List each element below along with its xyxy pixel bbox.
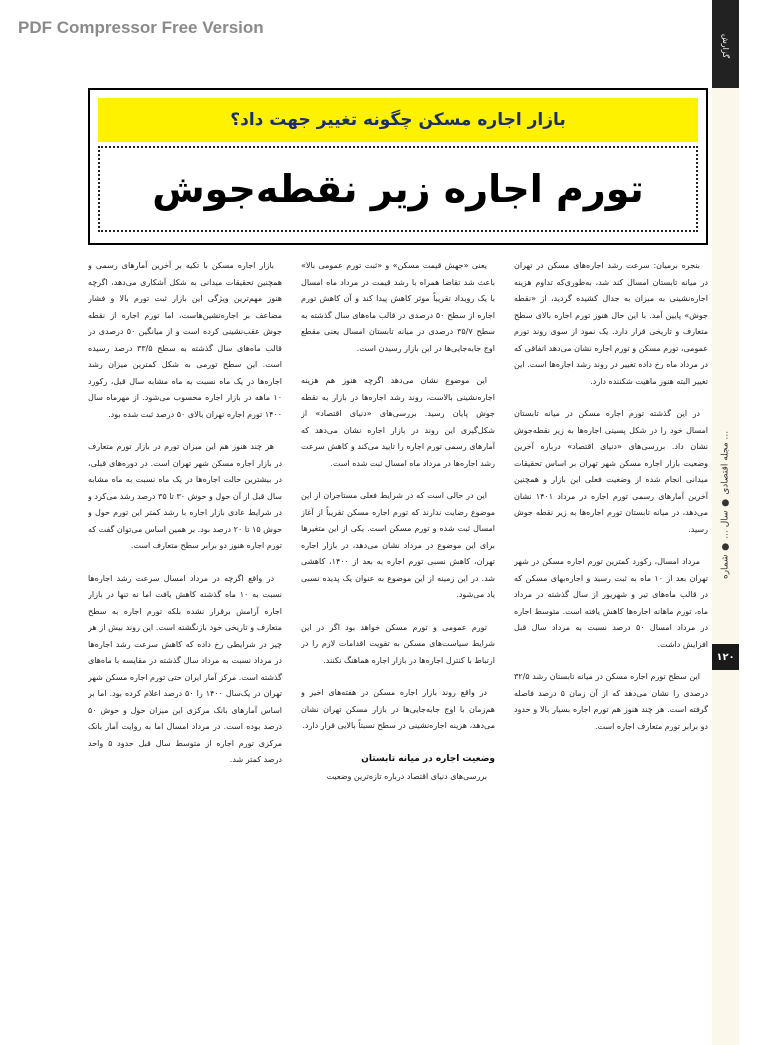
article-title-box — [88, 88, 708, 245]
paragraph: بنجره برمیان: سرعت رشد اجاره‌های مسکن در تهران در میانه تابستان امسال کند شد، به‌طوری‌که تداوم هزینه اجاره‌نشینی به میزان به جدال کشیده گردید، از «نقطه جوش» پایین آمد. با این حال هنوز تورم اجاره بالای سطح متعارف و تاریخی قرار دارد. یک نمود از سوی روند تورم عمومی، تورم مسکن و تورم اجاره نشان می‌دهد اتفاقی که در مرداد ماه رخ داده تغییر در روند رشد اجاره‌ها است. این تغییر البته هنوز ماهیت شکننده دارد. — [514, 261, 708, 386]
paragraph: این در حالی است که در شرایط فعلی مستاجران از این موضوع رضایت ندارند که تورم اجاره مسکن تقریباً از آغاز امسال ثبت شده و تورم مسکن است. یکی از این متغیرها برای این موضوع در مرداد نشان می‌دهد، در بازار اجاره تهران، کاهش نسبی تورم اجاره به بعد از ۱۴۰۰، کاهشی شد. در این زمینه از این موضوع به عنوان یک پدیده نسبی یاد می‌شود. — [301, 491, 495, 599]
headline-frame — [98, 146, 698, 232]
watermark-text: PDF Compressor Free Version — [18, 18, 264, 37]
article-body — [88, 258, 708, 1033]
article-column-1 — [514, 258, 708, 1033]
paragraph: در این گذشته تورم اجاره مسکن در میانه تابستان امسال خود را در شکل پسینی اجاره‌ها به زیر نقطه‌جوش نشان داد. بررسی‌های «دنیای اقتصاد» درباره آخرین وضعیت بازار اجاره مسکن شهر تهران بر اساس تحقیقات میدانی انجام شده از وضعیت فعلی این بازار و همچنین آخرین آمارهای رسمی تورم اجاره در مرداد ۱۴۰۱ نشان می‌دهد، در میانه تابستان تورم اجاره‌ها به زیر نقطه جوش رسید. — [514, 409, 708, 534]
paragraph: بررسی‌های دنیای اقتصاد درباره تازه‌ترین وضعیت — [326, 772, 487, 781]
article-headline: تورم اجاره زیر نقطه‌جوش — [152, 167, 644, 211]
magazine-info: مجله اقتصادی ● سال ... ● شماره ... — [720, 430, 731, 580]
paragraph: هر چند هنوز هم این میزان تورم در بازار تورم متعارف در بازار اجاره مسکن شهر تهران است. در دوره‌های قبلی، در بیشترین حالت اجاره‌ها در یک ماه نسبت به ماه مشابه سال قبل از آن حول و حوش ۳۰ تا ۳۵ درصد رشد می‌کرد و در شرایط عادی بازار اجاره با رشد کمتر این تورم حول و حوش ۱۵ تا ۲۰ درصد بود. بر همین اساس می‌توان گفت که تورم اجاره هنوز دو برابر سطح متعارف است. — [88, 442, 282, 550]
paragraph: این سطح تورم اجاره مسکن در میانه تابستان رشد ۳۲/۵ درصدی را نشان می‌دهد که از آن زمان ۵ درصد فاصله گرفته است. هر چند هنوز هم تورم اجاره بسیار بالا و حدود دو برابر تورم متعارف اجاره است. — [514, 672, 708, 731]
paragraph: مرداد امسال، رکورد کمترین تورم اجاره مسکن در شهر تهران بعد از ۱۰ ماه به ثبت رسید و اجاره‌بهای مسکن که در قالب ماه‌های تیر و شهریور از سال گذشته در مرداد ماه، تورم ماهانه اجاره‌ها کاهش یافته است. متوسط اجاره در مرداد امسال ۵۰ درصد نسبت به مرداد سال قبل افزایش داشت. — [514, 557, 708, 649]
paragraph: یعنی «جهش قیمت مسکن» و «ثبت تورم عمومی بالا» باعث شد تقاضا همراه با رشد قیمت در مرداد ماه امسال با یک رویداد تقریباً موثر کاهش پیدا کند و آن کاهش تورم اجاره از سطح ۵۰ درصدی در قالب ماه‌های سال گذشته به سطح ۳۵/۷ درصدی در میانه تابستان امسال یعنی مقطع اوج جابه‌جایی‌ها در این بازار رسیدن است. — [301, 261, 495, 353]
paragraph: در واقع روند بازار اجاره مسکن در هفته‌های اخیر و هم‌زمان با اوج جابه‌جایی‌ها در بازار مسکن تهران نشان می‌دهد، هزینه اجاره‌نشینی در سطح نسبتاً بالایی قرار دارد. — [301, 688, 495, 730]
section-subheading: وضعیت اجاره در میانه تابستان — [361, 753, 495, 764]
section-label: گزارش — [721, 33, 730, 59]
article-column-3 — [88, 258, 282, 1033]
article-kicker: بازار اجاره مسکن چگونه تغییر جهت داد؟ — [98, 98, 698, 142]
paragraph: بازار اجاره مسکن با تکیه بر آخرین آمارهای رسمی و همچنین تحقیقات میدانی به شکل آشکاری می‌دهد، اگرچه هنوز مهم‌ترین ویژگی این بازار ثبت تورم بالا و فشار مضاعف بر اجاره‌نشین‌هاست، اما تورم اجاره از نقطه جوش عقب‌نشینی کرده است و از میانگین ۵۰ درصدی در قالب ماه‌های سال گذشته به سطح ۳۳/۵ درصد رسیده است. این سطح تورمی به شکل کمترین میزان رشد اجاره‌ها در یک ماه نسبت به ماه مشابه سال قبل، رکورد ۱۰ ماهه در بازار اجاره محسوب می‌شود. از مهرماه سال ۱۴۰۰ تورم اجاره تهران بالای ۵۰ درصد ثبت شده بود. — [88, 261, 282, 419]
paragraph: این موضوع نشان می‌دهد اگرچه هنوز هم هزینه اجاره‌نشینی بالاست، روند رشد اجاره‌ها در بازار به نقطه جوش پایان رسید. بررسی‌های «دنیای اقتصاد» از شکل‌گیری این روند در بازار اجاره نشان می‌دهد که آمارهای رسمی تورم اجاره را تایید می‌کند و کاهش سرعت رشد اجاره‌ها در مرداد ماه امسال ثبت شده است. — [301, 376, 495, 468]
page-number: ۱۲۰ — [712, 644, 739, 670]
paragraph: تورم عمومی و تورم مسکن خواهد بود اگر در این شرایط سیاست‌های مسکن به تقویت اقدامات لازم را در ارتباط با کنترل اجاره‌ها در بازار اجاره هماهنگ نکنند. — [301, 622, 495, 665]
article-column-2 — [301, 258, 495, 1033]
paragraph: در واقع اگرچه در مرداد امسال سرعت رشد اجاره‌ها نسبت به ۱۰ ماه گذشته کاهش یافت اما نه تنها در بازار اجاره آرامش برقرار نشده بلکه تورم اجاره به سطح متعارف و تاریخی خود بازنگشته است. این روند بیش از هر چیز در شرایطی رخ داده که کاهش سرعت رشد اجاره‌ها در مرداد نسبت به مرداد سال گذشته در مقایسه با ماه‌های گذشته است. مرکز آمار ایران حتی تورم اجاره مسکن شهر تهران در یک‌سال ۱۴۰۰ را ۵۰ درصد اعلام کرده بود. اما بر اساس آمارهای بانک مرکزی این میزان حول و حوش ۵۰ درصد بوده است. در مرداد امسال اما به روایت آمار بانک مرکزی تورم اجاره از متوسط سال قبل حدود ۵ واحد درصد کمتر شد. — [88, 573, 282, 764]
